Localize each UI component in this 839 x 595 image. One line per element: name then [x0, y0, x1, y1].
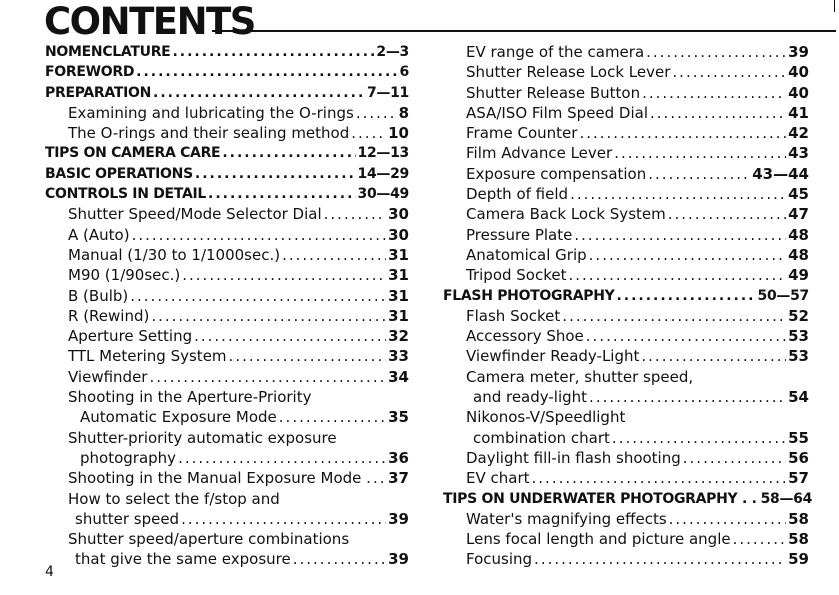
- toc-entry: [45, 245, 409, 265]
- toc-entry-title: Focusing: [466, 550, 533, 569]
- toc-entry-title: NOMENCLATURE: [45, 44, 171, 60]
- toc-entry: [45, 143, 409, 163]
- dot-leader: [136, 62, 397, 82]
- toc-entry: [45, 83, 409, 103]
- toc-entry-title: Shutter Release Lock Lever: [466, 63, 671, 82]
- toc-entry-page: 42: [788, 124, 809, 143]
- toc-entry-title: Shutter Release Button: [466, 83, 641, 102]
- dot-leader: [579, 123, 786, 143]
- toc-entry-page: 49: [788, 266, 809, 285]
- toc-entry-page: 53: [788, 347, 809, 366]
- toc-entry-title: M90 (1/90sec.): [68, 266, 181, 285]
- dot-leader: [195, 164, 356, 184]
- toc-entry-title: Lens focal length and picture angle: [466, 530, 731, 549]
- toc-entry-page: 41: [788, 103, 809, 122]
- toc-entry: [443, 225, 809, 245]
- toc-entry: [443, 326, 809, 346]
- toc-entry: [443, 448, 809, 468]
- dot-leader: [646, 42, 786, 62]
- toc-entry-title: Shooting in the Manual Exposure Mode .: [68, 469, 371, 488]
- contents-header: [44, 2, 836, 42]
- toc-entry-title: FOREWORD: [45, 64, 135, 81]
- toc-entry-title: that give the same exposure: [75, 550, 291, 569]
- toc-entry: [443, 346, 809, 366]
- toc-entry-title: Shutter Speed/Mode Selector Dial: [68, 205, 322, 224]
- dot-leader: [614, 143, 786, 163]
- toc-entry-page: 31: [388, 245, 409, 264]
- toc-entry-title: Accessory Shoe: [466, 327, 584, 346]
- dot-leader: [279, 407, 386, 427]
- toc-entry-title: Tripod Socket: [466, 266, 567, 285]
- toc-entry-page: 6: [399, 64, 409, 81]
- toc-entry: [45, 509, 409, 529]
- toc-entry-title: Aperture Setting: [68, 327, 193, 346]
- toc-entry-title: Shutter speed/aperture combinations: [68, 530, 350, 549]
- toc-entry: [45, 184, 409, 204]
- toc-entry-title: Examining and lubricating the O-rings: [68, 103, 354, 122]
- toc-entry: [45, 468, 409, 488]
- toc-left-column: [45, 42, 409, 570]
- toc-entry-title: Depth of field: [466, 185, 569, 204]
- toc-entry-title: EV chart: [466, 469, 530, 488]
- toc-entry-page: 56: [788, 448, 809, 467]
- dot-leader: [668, 204, 786, 224]
- toc-entry-page: 54: [788, 388, 809, 407]
- dot-leader: [534, 549, 786, 569]
- toc-entry-page: 43: [788, 144, 809, 163]
- dot-leader: [151, 306, 386, 326]
- toc-entry: [45, 529, 409, 549]
- toc-entry-title: Manual (1/30 to 1/1000sec.): [68, 245, 281, 264]
- dot-leader: [569, 265, 787, 285]
- toc-entry: [45, 346, 409, 366]
- toc-entry: [45, 428, 409, 448]
- toc-entry-title: FLASH PHOTOGRAPHY: [443, 287, 615, 304]
- toc-entry-page: 8: [398, 103, 409, 122]
- toc-entry-page: 30—49: [357, 186, 409, 203]
- toc-entry: [443, 367, 809, 387]
- toc-entry-title: Pressure Plate: [466, 225, 573, 244]
- toc-entry: [45, 265, 409, 285]
- dot-leader: [648, 164, 750, 184]
- dot-leader: [589, 387, 786, 407]
- toc-entry-page: 39: [788, 43, 809, 61]
- toc-entry-page: 39: [388, 509, 409, 528]
- toc-entry-title: BASIC OPERATIONS: [45, 165, 193, 182]
- toc-entry-page: 31: [388, 286, 409, 305]
- toc-entry: [45, 306, 409, 326]
- dot-leader: [356, 103, 397, 123]
- toc-entry-title: Automatic Exposure Mode: [80, 408, 277, 427]
- dot-leader: [222, 143, 355, 163]
- toc-entry-title: A (Auto): [68, 225, 130, 244]
- edge-mark: [834, 0, 839, 12]
- dot-leader: [182, 265, 386, 285]
- dot-leader: [373, 468, 386, 488]
- toc-entry: [443, 265, 809, 285]
- toc-entry-page: 48: [788, 225, 809, 244]
- toc-entry: [45, 448, 409, 468]
- toc-entry-title: CONTROLS IN DETAIL: [45, 186, 207, 203]
- dot-leader: [733, 529, 787, 549]
- dot-leader: [293, 549, 386, 569]
- toc-entry: [443, 103, 809, 123]
- dot-leader: [194, 326, 386, 346]
- toc-entry-page: 10: [388, 124, 409, 143]
- toc-entry-title: Exposure compensation: [466, 164, 647, 183]
- dot-leader: [153, 83, 365, 103]
- toc-entry-page: 57: [788, 469, 809, 488]
- page-number: 4: [45, 564, 54, 580]
- toc-entry-page: 45: [788, 185, 809, 204]
- toc-entry-title: shutter speed: [75, 509, 180, 528]
- toc-entry: [443, 509, 809, 529]
- toc-entry: [443, 306, 809, 326]
- toc-entry: [45, 123, 409, 143]
- toc-entry-page: 31: [388, 266, 409, 285]
- toc-entry: [443, 123, 809, 143]
- toc-entry-title: Anatomical Grip: [466, 245, 587, 264]
- toc-entry: [443, 286, 809, 306]
- page-title: CONTENTS: [44, 0, 255, 43]
- toc-entry: [45, 204, 409, 224]
- toc-entry: [443, 42, 809, 62]
- toc-entry: [443, 83, 809, 103]
- toc-entry-title: TIPS ON CAMERA CARE: [45, 145, 221, 162]
- toc-entry: [45, 62, 409, 82]
- toc-entry: [45, 286, 409, 306]
- toc-entry: [443, 62, 809, 82]
- toc-entry-title: PREPARATION: [45, 84, 152, 101]
- toc-entry-title: Daylight fill-in flash shooting: [466, 448, 681, 467]
- dot-leader: [669, 509, 786, 529]
- toc-entry-title: Shutter-priority automatic exposure: [68, 428, 337, 447]
- toc-entry: [45, 549, 409, 569]
- toc-entry-title: ASA/ISO Film Speed Dial: [466, 103, 649, 122]
- toc-entry-title: Frame Counter: [466, 124, 578, 143]
- toc-entry: [45, 326, 409, 346]
- toc-entry-title: The O-rings and their sealing method: [68, 124, 350, 143]
- dot-leader: [324, 204, 386, 224]
- toc-entry-page: 55: [788, 428, 809, 447]
- toc-entry-page: 34: [388, 367, 409, 386]
- toc-entry-page: 31: [388, 306, 409, 325]
- toc-entry: [443, 407, 809, 427]
- toc-entry-page: 35: [388, 408, 409, 427]
- toc-entry-page: 58: [788, 509, 809, 528]
- toc-entry: [45, 489, 409, 509]
- toc-entry-page: 53: [788, 327, 809, 346]
- dot-leader: [229, 346, 387, 366]
- dot-leader: [132, 225, 387, 245]
- toc-entry-title: combination chart: [473, 428, 610, 447]
- toc-entry: [443, 489, 813, 509]
- toc-entry-title: B (Bulb): [68, 286, 129, 305]
- toc-entry-page: 47: [788, 205, 809, 224]
- toc-entry-page: 36: [388, 448, 409, 467]
- toc-entry-page: 7—11: [366, 84, 409, 101]
- toc-entry-page: 14—29: [357, 165, 409, 182]
- toc-entry-page: 48: [788, 245, 809, 264]
- toc-entry-page: 33: [388, 347, 409, 366]
- toc-entry-title: Nikonos-V/Speedlight: [466, 408, 626, 427]
- dot-leader: [208, 184, 356, 204]
- toc-right-column: [443, 42, 813, 570]
- toc-entry-title: R (Rewind): [68, 306, 150, 325]
- toc-entry-page: 40: [788, 63, 809, 82]
- toc-entry-page: 12—13: [357, 145, 409, 162]
- toc-entry: [443, 164, 809, 184]
- toc-entry-page: 39: [388, 550, 409, 569]
- dot-leader: [574, 225, 786, 245]
- toc-entry-title: Flash Socket: [466, 306, 561, 325]
- toc-entry-title: TTL Metering System: [68, 347, 227, 366]
- toc-entry-page: 37: [388, 469, 409, 488]
- toc-entry-page: 32: [388, 327, 409, 346]
- dot-leader: [178, 448, 386, 468]
- toc-entry: [443, 549, 809, 569]
- toc-entry: [443, 529, 809, 549]
- dot-leader: [570, 184, 786, 204]
- toc-entry-title: and ready-light: [473, 388, 588, 407]
- dot-leader: [181, 509, 386, 529]
- toc-entry-title: Viewfinder Ready-Light: [466, 347, 640, 366]
- toc-entry-page: 40: [788, 83, 809, 102]
- toc-entry: [45, 407, 409, 427]
- dot-leader: [532, 468, 787, 488]
- dot-leader: [282, 245, 386, 265]
- toc-entry-title: photography: [80, 448, 177, 467]
- title-rule: [212, 30, 836, 32]
- dot-leader: [351, 123, 386, 143]
- toc-entry-title: Water's magnifying effects: [466, 509, 667, 528]
- toc-entry: [45, 164, 409, 184]
- toc-entry-title: Film Advance Lever: [466, 144, 613, 163]
- toc-entry: [45, 225, 409, 245]
- toc-entry: [45, 387, 409, 407]
- toc-entry: [443, 184, 809, 204]
- toc-entry-page: 59: [788, 550, 809, 569]
- dot-leader: [672, 62, 786, 82]
- toc-entry: [443, 468, 809, 488]
- toc-entry-title: Shooting in the Aperture-Priority: [68, 388, 312, 407]
- dot-leader: [172, 42, 374, 62]
- dot-leader: [562, 306, 786, 326]
- toc-entry: [45, 367, 409, 387]
- toc-entry-title: EV range of the camera: [466, 43, 645, 61]
- toc-entry-page: 43—44: [752, 164, 809, 183]
- toc-entry-page: 2—3: [376, 44, 409, 60]
- dot-leader: [616, 286, 755, 306]
- dot-leader: [683, 448, 786, 468]
- toc-entry: [443, 143, 809, 163]
- dot-leader: [149, 367, 386, 387]
- dot-leader: [130, 286, 386, 306]
- toc-entry-title: How to select the f/stop and: [68, 489, 280, 508]
- toc-entry: [443, 204, 809, 224]
- toc-entry-page: 52: [788, 306, 809, 325]
- toc-entry: [45, 103, 409, 123]
- toc-entry: [443, 428, 809, 448]
- dot-leader: [650, 103, 786, 123]
- dot-leader: [641, 346, 786, 366]
- toc-entry-title: TIPS ON UNDERWATER PHOTOGRAPHY . .: [443, 490, 757, 507]
- toc-entry-page: 50—57: [757, 287, 809, 304]
- toc-entry-title: Camera Back Lock System: [466, 205, 666, 224]
- toc-entry-page: 58—64: [760, 490, 813, 507]
- toc-entry: [443, 245, 809, 265]
- dot-leader: [642, 83, 786, 103]
- toc-entry-page: 30: [388, 225, 409, 244]
- toc-entry-page: 58: [788, 530, 809, 549]
- toc-entry: [45, 42, 409, 62]
- toc-entry: [443, 387, 809, 407]
- toc-entry-title: Camera meter, shutter speed,: [466, 367, 694, 386]
- toc-entry-title: Viewfinder: [68, 367, 148, 386]
- toc-entry-page: 30: [388, 205, 409, 224]
- dot-leader: [589, 245, 786, 265]
- dot-leader: [586, 326, 786, 346]
- dot-leader: [612, 428, 786, 448]
